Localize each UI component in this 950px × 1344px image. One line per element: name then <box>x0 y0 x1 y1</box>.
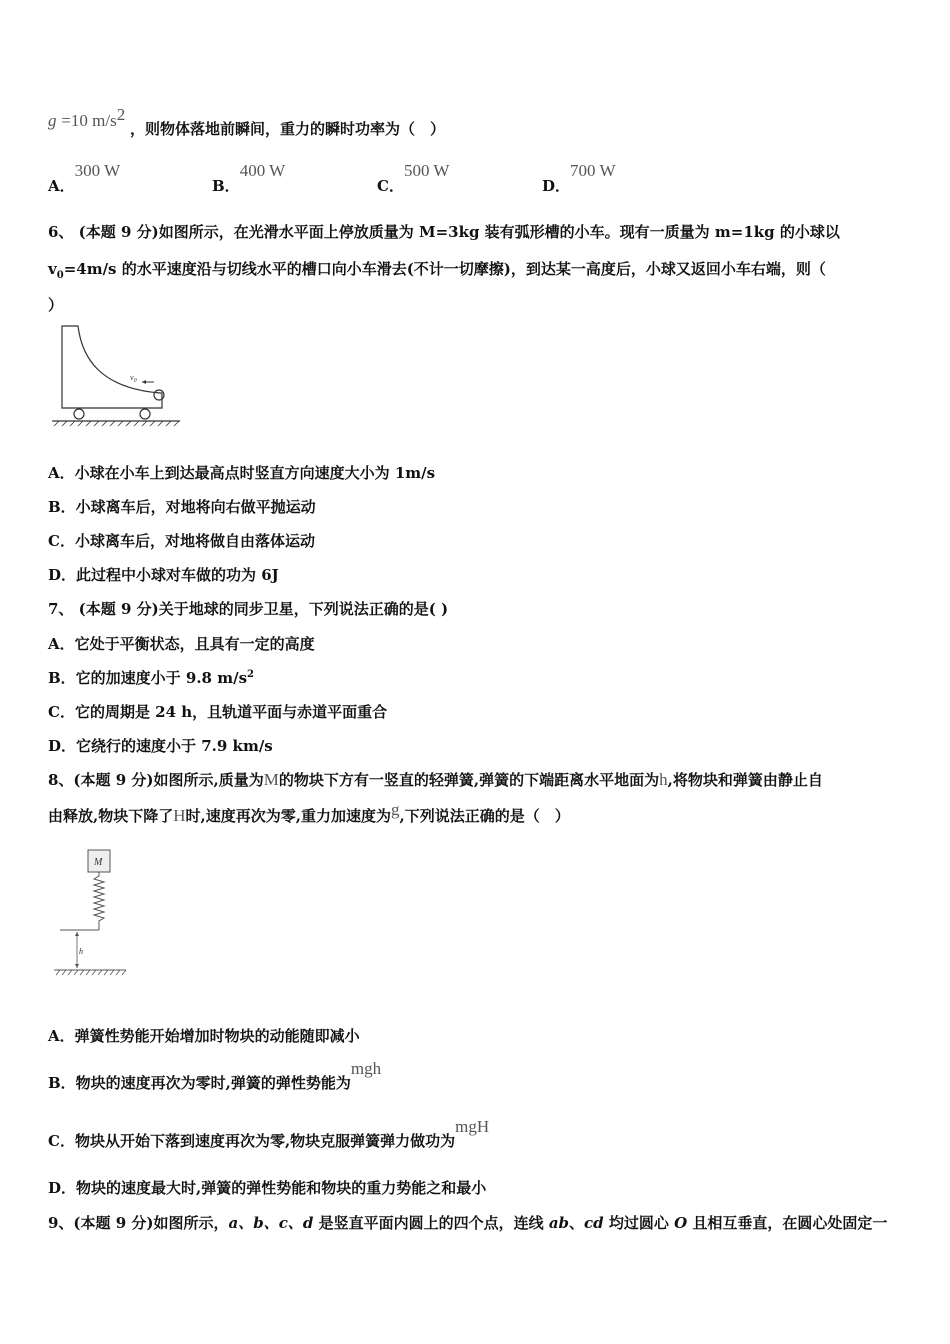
q8-option-a: A．弹簧性势能开始增加时物块的动能随即减小 <box>48 1027 360 1045</box>
cart-figure <box>50 318 185 433</box>
q6-option-b: B．小球离车后，对地将向右做平抛运动 <box>48 498 316 516</box>
q8-option-c-math: mgH <box>455 1117 490 1136</box>
q9-O: O <box>674 1214 688 1232</box>
q8-line2-a: 由释放,物块下降了 <box>48 807 174 825</box>
q8-line2 <box>48 800 570 826</box>
q8-option-c <box>48 1116 490 1150</box>
option-letter: C． <box>377 177 404 195</box>
fig-M-label: M <box>94 857 103 868</box>
q8-line1-a: 8、(本题 9 分)如图所示,质量为 <box>48 771 264 789</box>
q8-H: H <box>173 806 186 825</box>
q5-option-c <box>377 160 450 195</box>
q8-M: M <box>263 770 279 789</box>
q6-line2 <box>48 258 826 281</box>
q6-option-d: D．此过程中小球对车做的功为 6J <box>48 566 279 584</box>
q8-h: h <box>659 770 668 789</box>
q5-option-d <box>542 160 616 195</box>
q9-d: 且相互垂直，在圆心处固定一 <box>687 1214 888 1232</box>
q9-a: 9、(本题 9 分)如图所示， <box>48 1214 229 1232</box>
v-symbol: v <box>48 260 57 278</box>
q9-c: 均过圆心 <box>603 1214 675 1232</box>
q9-sep: 、 <box>569 1214 585 1232</box>
svg-text:v0 <box>130 373 137 384</box>
q8-option-b <box>48 1058 382 1092</box>
q9-ab: ab <box>548 1214 570 1232</box>
q9-b: 是竖直平面内圆上的四个点，连线 <box>313 1214 549 1232</box>
q8-line2-c: ,下列说法正确的是（ ） <box>399 807 570 825</box>
option-letter: A． <box>48 177 75 195</box>
q8-option-c-text: C．物块从开始下落到速度再次为零,物块克服弹簧弹力做功为 <box>48 1132 456 1150</box>
g-symbol: g <box>48 111 57 130</box>
q8-g: g <box>390 800 400 819</box>
q8-line1-c: ,将物块和弹簧由静止自 <box>667 771 823 789</box>
option-value: 500 W <box>403 161 450 180</box>
q9-points: a、b、c、d <box>228 1214 314 1232</box>
q5-stem <box>48 105 445 138</box>
q5-stem-text: ，则物体落地前瞬间，重力的瞬时功率为（ ） <box>129 120 445 138</box>
q7-title: 7、 (本题 9 分)关于地球的同步卫星，下列说法正确的是( ) <box>48 600 449 618</box>
q6-option-a: A．小球在小车上到达最高点时竖直方向速度大小为 1m/s <box>48 464 436 482</box>
q7-option-d: D．它绕行的速度小于 7.9 km/s <box>48 737 273 755</box>
wheel-left <box>74 409 84 419</box>
option-letter: B． <box>212 177 240 195</box>
q5-option-a <box>48 160 121 195</box>
v-sub: 0 <box>56 270 64 281</box>
option-letter: D． <box>542 177 571 195</box>
q8-line2-b: 时,速度再次为零,重力加速度为 <box>185 807 391 825</box>
q9-cd: cd <box>584 1214 604 1232</box>
ground-hatch <box>54 421 179 426</box>
option-value: 300 W <box>74 161 121 180</box>
q5-option-b <box>212 160 286 195</box>
g-value: =10 m/s <box>61 111 117 130</box>
q9-line1 <box>48 1212 887 1233</box>
fig-h-label: h <box>79 947 83 956</box>
q6-line1: 6、 (本题 9 分)如图所示，在光滑水平面上停放质量为 M=3kg 装有弧形槽的小车。现有一质量为 m=1kg 的小球以 <box>48 223 840 241</box>
q8-option-b-math: mgh <box>350 1059 382 1078</box>
q8-line1-b: 的物块下方有一竖直的轻弹簧,弹簧的下端距离水平地面为 <box>278 771 660 789</box>
q8-option-d: D．物块的速度最大时,弹簧的弹性势能和物块的重力势能之和最小 <box>48 1179 487 1197</box>
q7-option-c: C．它的周期是 24 h，且轨道平面与赤道平面重合 <box>48 703 388 721</box>
q8-line1 <box>48 769 823 790</box>
q6-line2-text: =4m/s 的水平速度沿与切线水平的槽口向小车滑去(不计一切摩擦)，到达某一高度后，小球又返回小车右端，则（ <box>63 260 826 278</box>
option-value: 700 W <box>570 161 616 180</box>
spring-figure <box>52 846 130 981</box>
g-exp: 2 <box>116 105 126 124</box>
q7-option-b-exp: 2 <box>247 669 254 680</box>
wheel-right <box>140 409 150 419</box>
spring <box>94 872 104 930</box>
fig-v-sub: 0 <box>133 378 137 384</box>
fig-v-label: v <box>130 373 134 382</box>
q7-option-b <box>48 667 254 688</box>
option-value: 400 W <box>239 161 286 180</box>
cart-body <box>62 326 162 408</box>
q6-option-c: C．小球离车后，对地将做自由落体运动 <box>48 532 315 550</box>
q7-option-a: A．它处于平衡状态，且具有一定的高度 <box>48 635 315 653</box>
q7-option-b-text: B．它的加速度小于 9.8 m/s <box>48 669 248 687</box>
q6-line3: ） <box>48 296 64 314</box>
q8-option-b-text: B．物块的速度再次为零时,弹簧的弹性势能为 <box>48 1074 351 1092</box>
